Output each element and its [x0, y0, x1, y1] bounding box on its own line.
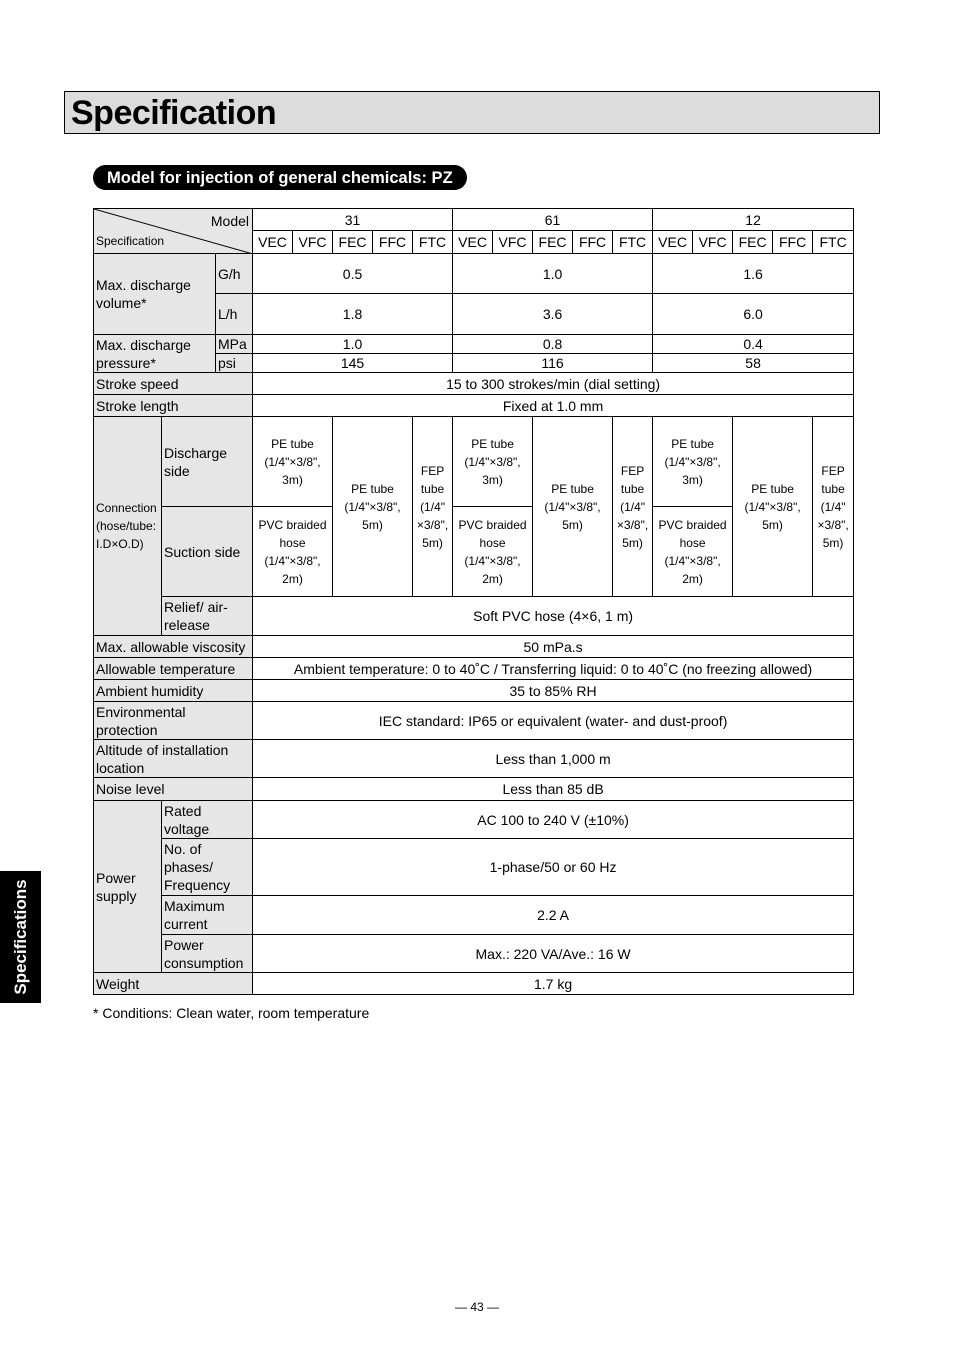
ftc-fep-tube: FEP tube (1/4" ×3/8", 5m) [813, 417, 854, 597]
power-supply-label: Power supply [94, 801, 162, 973]
humidity-value: 35 to 85% RH [253, 680, 854, 702]
discharge-pe-tube: PE tube (1/4"×3/8", 3m) [253, 417, 333, 507]
current-label: Maximum current [162, 896, 253, 935]
stroke-length-label: Stroke length [94, 395, 253, 417]
suction-pvc-hose: PVC braided hose (1/4"×3/8", 2m) [653, 507, 733, 597]
page-title: Specification [71, 94, 277, 132]
current-value: 2.2 A [253, 896, 854, 935]
temperature-label: Allowable temperature [94, 658, 253, 680]
suction-pvc-hose: PVC braided hose (1/4"×3/8", 2m) [253, 507, 333, 597]
discharge-side-label: Discharge side [162, 417, 253, 507]
noise-label: Noise level [94, 778, 253, 801]
discharge-pe-tube: PE tube (1/4"×3/8", 3m) [653, 417, 733, 507]
discharge-pe-tube: PE tube (1/4"×3/8", 3m) [453, 417, 533, 507]
relief-value: Soft PVC hose (4×6, 1 m) [253, 597, 854, 636]
psi-12: 58 [653, 354, 854, 373]
unit-gh: G/h [216, 254, 253, 294]
temperature-value: Ambient temperature: 0 to 40˚C / Transferring liquid: 0 to 40˚C (no freezing allowed) [253, 658, 854, 680]
protection-value: IEC standard: IP65 or equivalent (water- and dust-proof) [253, 702, 854, 740]
variant: VFC [693, 231, 733, 254]
ftc-fep-tube: FEP tube (1/4" ×3/8", 5m) [413, 417, 453, 597]
psi-31: 145 [253, 354, 453, 373]
variant: FFC [373, 231, 413, 254]
variant: VEC [453, 231, 493, 254]
variant: FTC [413, 231, 453, 254]
gh-31: 0.5 [253, 254, 453, 294]
rated-voltage-label: Rated voltage [162, 801, 253, 839]
suction-pvc-hose: PVC braided hose (1/4"×3/8", 2m) [453, 507, 533, 597]
rated-voltage-value: AC 100 to 240 V (±10%) [253, 801, 854, 839]
variant: FFC [573, 231, 613, 254]
model-12: 12 [653, 209, 854, 231]
variant: FEC [733, 231, 773, 254]
side-tab-label: Specifications [10, 879, 30, 995]
variant: FTC [813, 231, 854, 254]
phases-value: 1-phase/50 or 60 Hz [253, 839, 854, 896]
viscosity-value: 50 mPa.s [253, 636, 854, 658]
lh-31: 1.8 [253, 294, 453, 335]
ftc-fep-tube: FEP tube (1/4" ×3/8", 5m) [613, 417, 653, 597]
title-bar [64, 91, 880, 134]
fec-pe-tube: PE tube (1/4"×3/8", 5m) [333, 417, 413, 597]
unit-psi: psi [216, 354, 253, 373]
stroke-speed-label: Stroke speed [94, 373, 253, 395]
discharge-volume-label: Max. discharge volume* [94, 254, 216, 335]
protection-label: Environmental protection [94, 702, 253, 740]
header-corner [94, 209, 253, 254]
variant: FTC [613, 231, 653, 254]
variant: FEC [333, 231, 373, 254]
weight-label: Weight [94, 973, 253, 995]
connection-label: Connection (hose/tube: I.D×O.D) [94, 417, 162, 636]
model-31: 31 [253, 209, 453, 231]
consumption-value: Max.: 220 VA/Ave.: 16 W [253, 935, 854, 973]
variant: VEC [253, 231, 293, 254]
stroke-length-value: Fixed at 1.0 mm [253, 395, 854, 417]
variant: VFC [493, 231, 533, 254]
noise-value: Less than 85 dB [253, 778, 854, 801]
gh-12: 1.6 [653, 254, 854, 294]
lh-61: 3.6 [453, 294, 653, 335]
discharge-pressure-label: Max. discharge pressure* [94, 335, 216, 373]
lh-12: 6.0 [653, 294, 854, 335]
viscosity-label: Max. allowable viscosity [94, 636, 253, 658]
fec-pe-tube: PE tube (1/4"×3/8", 5m) [533, 417, 613, 597]
relief-label: Relief/ air-release [162, 597, 253, 636]
altitude-value: Less than 1,000 m [253, 740, 854, 778]
side-tab [0, 871, 41, 1003]
humidity-label: Ambient humidity [94, 680, 253, 702]
variant: FEC [533, 231, 573, 254]
specification-table [93, 208, 854, 995]
variant: FFC [773, 231, 813, 254]
psi-61: 116 [453, 354, 653, 373]
variant: VFC [293, 231, 333, 254]
altitude-label: Altitude of installation location [94, 740, 253, 778]
suction-side-label: Suction side [162, 507, 253, 597]
mpa-12: 0.4 [653, 335, 854, 354]
model-61: 61 [453, 209, 653, 231]
fec-pe-tube: PE tube (1/4"×3/8", 5m) [733, 417, 813, 597]
model-label: Model [210, 213, 250, 229]
stroke-speed-value: 15 to 300 strokes/min (dial setting) [253, 373, 854, 395]
gh-61: 1.0 [453, 254, 653, 294]
footnote: * Conditions: Clean water, room temperature [93, 1005, 370, 1021]
unit-lh: L/h [216, 294, 253, 335]
unit-mpa: MPa [216, 335, 253, 354]
mpa-31: 1.0 [253, 335, 453, 354]
page-number: — 43 — [454, 1300, 499, 1314]
section-heading: Model for injection of general chemicals: PZ [93, 165, 467, 190]
mpa-61: 0.8 [453, 335, 653, 354]
variant: VEC [653, 231, 693, 254]
consumption-label: Power consumption [162, 935, 253, 973]
phases-label: No. of phases/ Frequency [162, 839, 253, 896]
spec-label: Specification [96, 234, 165, 248]
weight-value: 1.7 kg [253, 973, 854, 995]
